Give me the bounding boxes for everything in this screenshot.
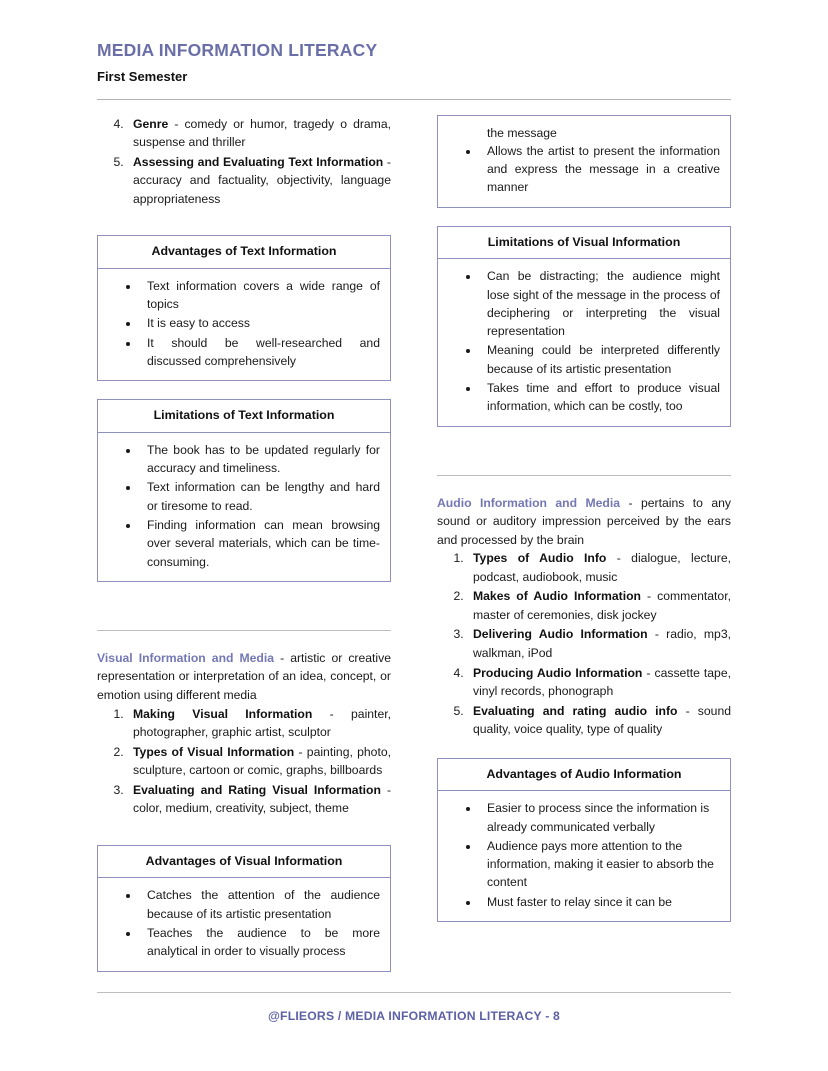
list-item: • Text information can be lengthy and hard or tiresome to read. <box>140 478 380 515</box>
list-item-term: Evaluating and rating audio info <box>473 703 678 718</box>
list-item: • The book has to be updated regularly for accuracy and timeliness. <box>140 441 380 478</box>
audio-information-list <box>437 549 731 738</box>
box-title: Advantages of Audio Information <box>438 759 730 792</box>
continued-line: the message <box>487 125 557 140</box>
audio-information-text: - pertains to any sound or auditory impression perceived by the ears and processed by the brain <box>437 495 731 547</box>
box-body <box>98 878 390 970</box>
list-item: • Meaning could be interpreted differently because of its artistic presentation <box>480 341 720 378</box>
visual-information-list <box>97 705 391 818</box>
bullet-list <box>108 441 380 571</box>
list-item-text: - painter, photographer, graphic artist, sculptor <box>133 706 391 740</box>
limitations-of-text-information-box <box>97 399 391 582</box>
visual-information-lead: Visual Information and Media <box>97 650 275 665</box>
bullet-list <box>108 277 380 370</box>
list-item-term: Evaluating and Rating Visual Information <box>133 782 381 797</box>
list-item-term: Assessing and Evaluating Text Information <box>133 154 384 169</box>
list-item: • Must faster to relay since it can be <box>480 893 720 911</box>
box-title: Limitations of Text Information <box>98 400 390 433</box>
list-item: • Text information covers a wide range of topics <box>140 277 380 314</box>
page-content <box>97 40 731 972</box>
list-item-text: - sound quality, voice quality, type of quality <box>473 703 731 737</box>
list-item-term: Making Visual Information <box>133 706 313 721</box>
audio-information-lead: Audio Information and Media <box>437 495 621 510</box>
list-item-text: - commentator, master of ceremonies, disk jockey <box>473 589 731 622</box>
list-item-term: Delivering Audio Information <box>473 627 648 642</box>
list-item <box>467 549 731 586</box>
box-title: Advantages of Text Information <box>98 236 390 269</box>
list-item <box>467 664 731 701</box>
two-column-body <box>97 115 731 972</box>
list-item: • Teaches the audience to be more analytical in order to visually process <box>140 924 380 961</box>
header-divider <box>97 99 731 100</box>
advantages-of-visual-information-box <box>97 845 391 972</box>
list-item <box>467 587 731 624</box>
list-item: • Allows the artist to present the information and express the message in a creative manner <box>480 142 720 197</box>
right-column <box>437 115 731 972</box>
list-item: • Catches the attention of the audience because of its artistic presentation <box>140 886 380 923</box>
list-item <box>127 781 391 818</box>
list-item <box>467 702 731 739</box>
footer-divider <box>97 992 731 993</box>
bullet-list <box>448 267 720 415</box>
list-item-term: Types of Audio Info <box>473 551 607 566</box>
list-item <box>127 743 391 780</box>
list-item-text: - radio, mp3, walkman, iPod <box>473 627 731 661</box>
page-header <box>97 40 731 100</box>
list-item <box>127 153 391 209</box>
footer-text: @FLIEORS / MEDIA INFORMATION LITERACY - 8 <box>267 1009 561 1023</box>
page-subtitle: First Semester <box>97 69 188 84</box>
advantages-of-text-information-box <box>97 235 391 381</box>
list-item-term: Genre <box>133 116 169 131</box>
list-item: • Audience pays more attention to the information, making it easier to absorb the content <box>480 837 720 892</box>
box-title: Limitations of Visual Information <box>438 227 730 260</box>
limitations-of-visual-information-box <box>437 226 731 427</box>
visual-information-text: - artistic or creative representation or interpretation of an idea, concept, or emotion using different media <box>97 650 391 702</box>
visual-information-definition <box>97 649 391 705</box>
page-title: MEDIA INFORMATION LITERACY <box>97 40 378 60</box>
list-item-text: - color, medium, creativity, subject, theme <box>133 782 391 816</box>
text-info-continued-list <box>97 115 391 209</box>
list-item: • Can be distracting; the audience might lose sight of the message in the process of deciphering or interpreting the visual representation <box>480 267 720 340</box>
box-body <box>438 259 730 425</box>
list-item-text: - dialogue, lecture, podcast, audiobook, music <box>473 551 731 584</box>
box-body <box>98 269 390 380</box>
box-body <box>98 433 390 581</box>
list-item-term: Producing Audio Information <box>473 665 643 680</box>
list-item: • Easier to process since the information is already communicated verbally <box>480 799 720 836</box>
left-column <box>97 115 391 972</box>
advantages-of-audio-information-box <box>437 758 731 922</box>
list-item-text: - comedy or humor, tragedy o drama, suspense and thriller <box>133 116 391 150</box>
list-item-term: Makes of Audio Information <box>473 589 641 604</box>
list-item-text: - painting, photo, sculpture, cartoon or comic, graphs, billboards <box>133 744 391 778</box>
list-item: • It should be well-researched and discussed comprehensively <box>140 334 380 371</box>
box-body <box>438 791 730 921</box>
list-item: • Finding information can mean browsing over several materials, which can be time-consuming. <box>140 516 380 571</box>
bullet-list <box>448 142 720 197</box>
list-item <box>127 115 391 152</box>
bullet-list <box>448 799 720 911</box>
bullet-list <box>108 886 380 960</box>
list-item <box>127 705 391 742</box>
box-body <box>438 116 730 207</box>
visual-advantages-continued-box <box>437 115 731 208</box>
list-item <box>467 625 731 662</box>
list-item-text: - accuracy and factuality, objectivity, language appropriateness <box>133 154 391 206</box>
page-footer <box>97 978 731 1023</box>
list-item-text: - cassette tape, vinyl records, phonograph <box>473 665 731 699</box>
audio-information-definition <box>437 494 731 550</box>
box-title: Advantages of Visual Information <box>98 846 390 879</box>
list-item: • Takes time and effort to produce visual information, which can be costly, too <box>480 379 720 416</box>
list-item: • It is easy to access <box>140 314 380 332</box>
list-item-term: Types of Visual Information <box>133 744 295 759</box>
